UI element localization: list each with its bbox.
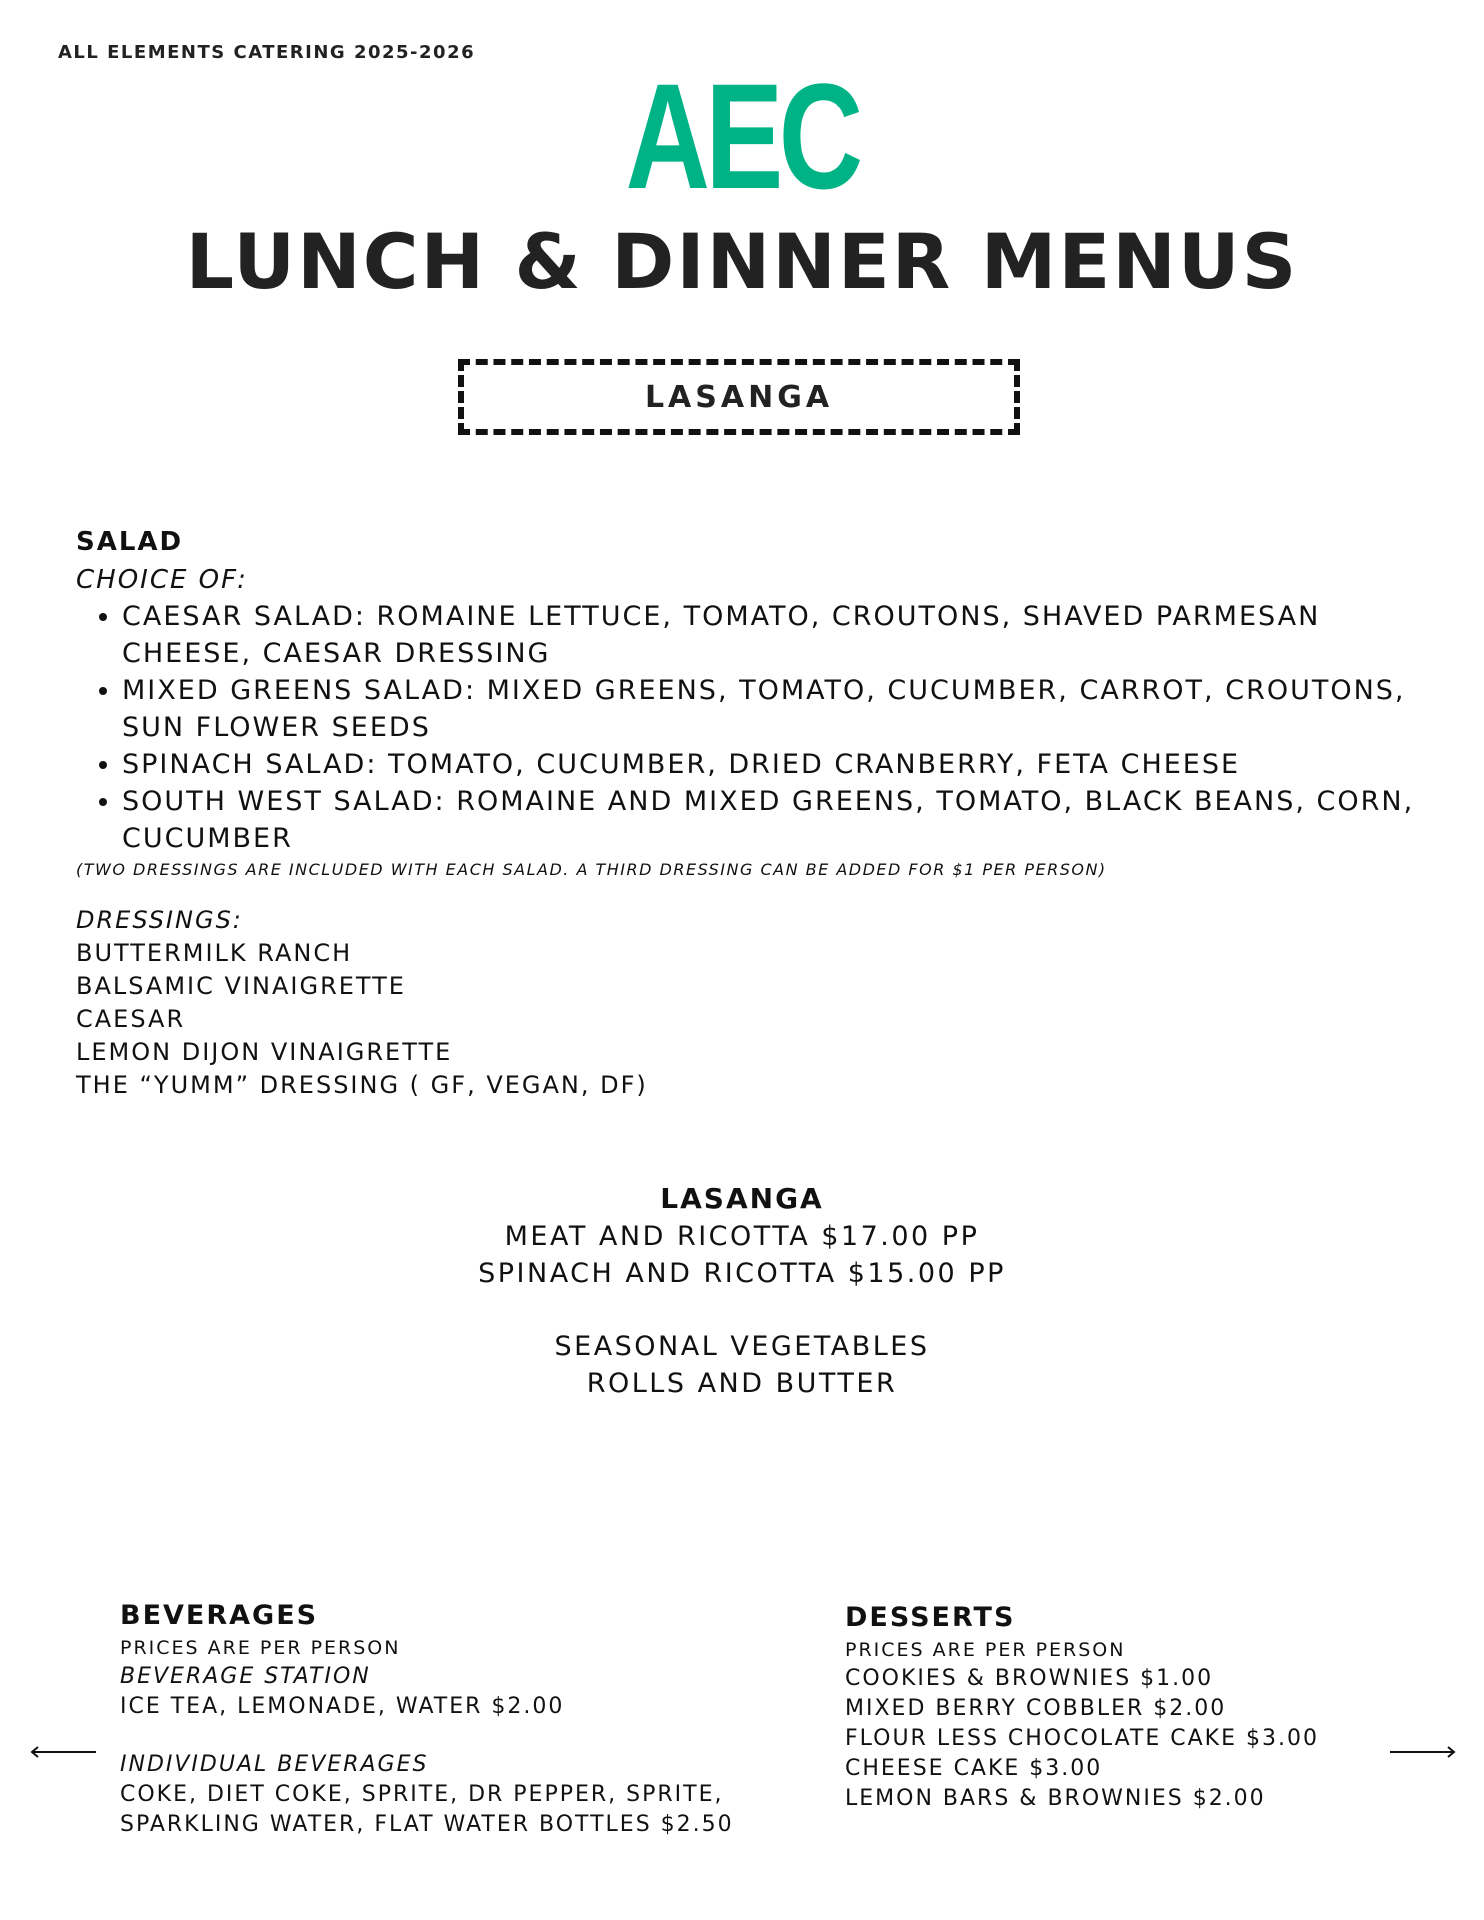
arrow-left-icon[interactable]: [28, 1742, 98, 1762]
aec-logo: AEC: [625, 52, 859, 220]
beverages-section: [120, 1598, 780, 1840]
salad-item: • MIXED GREENS SALAD: MIXED GREENS, TOMATO, CUCUMBER, CARROT, CROUTONS, SUN FLOWER SEEDS: [122, 672, 1416, 746]
dressings-label: DRESSINGS:: [76, 906, 243, 934]
dessert-item: CHEESE CAKE $3.00: [845, 1756, 1103, 1781]
salad-dressing-note: (TWO DRESSINGS ARE INCLUDED WITH EACH SALAD. A THIRD DRESSING CAN BE ADDED FOR $1 PER PERSON): [76, 860, 1107, 879]
dessert-item: MIXED BERRY COBBLER $2.00: [845, 1696, 1227, 1721]
entree-side: ROLLS AND BUTTER: [586, 1368, 898, 1399]
dressing-item: LEMON DIJON VINAIGRETTE: [76, 1038, 453, 1066]
individual-beverages-line: COKE, DIET COKE, SPRITE, DR PEPPER, SPRITE,: [120, 1782, 724, 1807]
beverage-station-label: BEVERAGE STATION: [120, 1664, 371, 1689]
beverage-station-items: ICE TEA, LEMONADE, WATER $2.00: [120, 1694, 565, 1719]
salad-list: [76, 598, 1416, 857]
menu-title-box: [458, 359, 1020, 435]
salad-choice-label: CHOICE OF:: [76, 565, 248, 595]
salad-item: • SOUTH WEST SALAD: ROMAINE AND MIXED GREENS, TOMATO, BLACK BEANS, CORN, CUCUMBER: [122, 783, 1416, 857]
catering-header-note: ALL ELEMENTS CATERING 2025-2026: [58, 42, 476, 63]
salad-item: • SPINACH SALAD: TOMATO, CUCUMBER, DRIED CRANBERRY, FETA CHEESE: [122, 746, 1416, 783]
salad-heading: SALAD: [76, 527, 184, 557]
beverages-subnote: PRICES ARE PER PERSON: [120, 1637, 401, 1659]
dessert-item: LEMON BARS & BROWNIES $2.00: [845, 1786, 1266, 1811]
salad-item: • CAESAR SALAD: ROMAINE LETTUCE, TOMATO, CROUTONS, SHAVED PARMESAN CHEESE, CAESAR DRESSING: [122, 598, 1416, 672]
desserts-subnote: PRICES ARE PER PERSON: [845, 1639, 1126, 1661]
dressing-item: BALSAMIC VINAIGRETTE: [76, 972, 406, 1000]
dessert-item: FLOUR LESS CHOCOLATE CAKE $3.00: [845, 1726, 1319, 1751]
entree-option: SPINACH AND RICOTTA $15.00 PP: [478, 1258, 1006, 1289]
entree-option: MEAT AND RICOTTA $17.00 PP: [504, 1221, 980, 1252]
individual-beverages-line: SPARKLING WATER, FLAT WATER BOTTLES $2.50: [120, 1812, 734, 1837]
desserts-section: [845, 1600, 1405, 1814]
dressing-item: CAESAR: [76, 1005, 186, 1033]
dessert-item: COOKIES & BROWNIES $1.00: [845, 1666, 1214, 1691]
dressing-item: THE “YUMM” DRESSING ( GF, VEGAN, DF): [76, 1071, 648, 1099]
dressing-item: BUTTERMILK RANCH: [76, 939, 353, 967]
individual-beverages-label: INDIVIDUAL BEVERAGES: [120, 1752, 429, 1777]
entree-section: [0, 1180, 1484, 1402]
desserts-heading: DESSERTS: [845, 1602, 1016, 1633]
menu-title-label: LASANGA: [644, 379, 834, 415]
salad-section: [76, 524, 1416, 883]
entree-side: SEASONAL VEGETABLES: [554, 1331, 930, 1362]
page-title: LUNCH & DINNER MENUS: [185, 217, 1299, 306]
entree-heading: LASANGA: [660, 1182, 824, 1215]
beverages-heading: BEVERAGES: [120, 1600, 319, 1631]
arrow-right-icon[interactable]: [1388, 1742, 1458, 1762]
dressings-section: [76, 904, 648, 1102]
